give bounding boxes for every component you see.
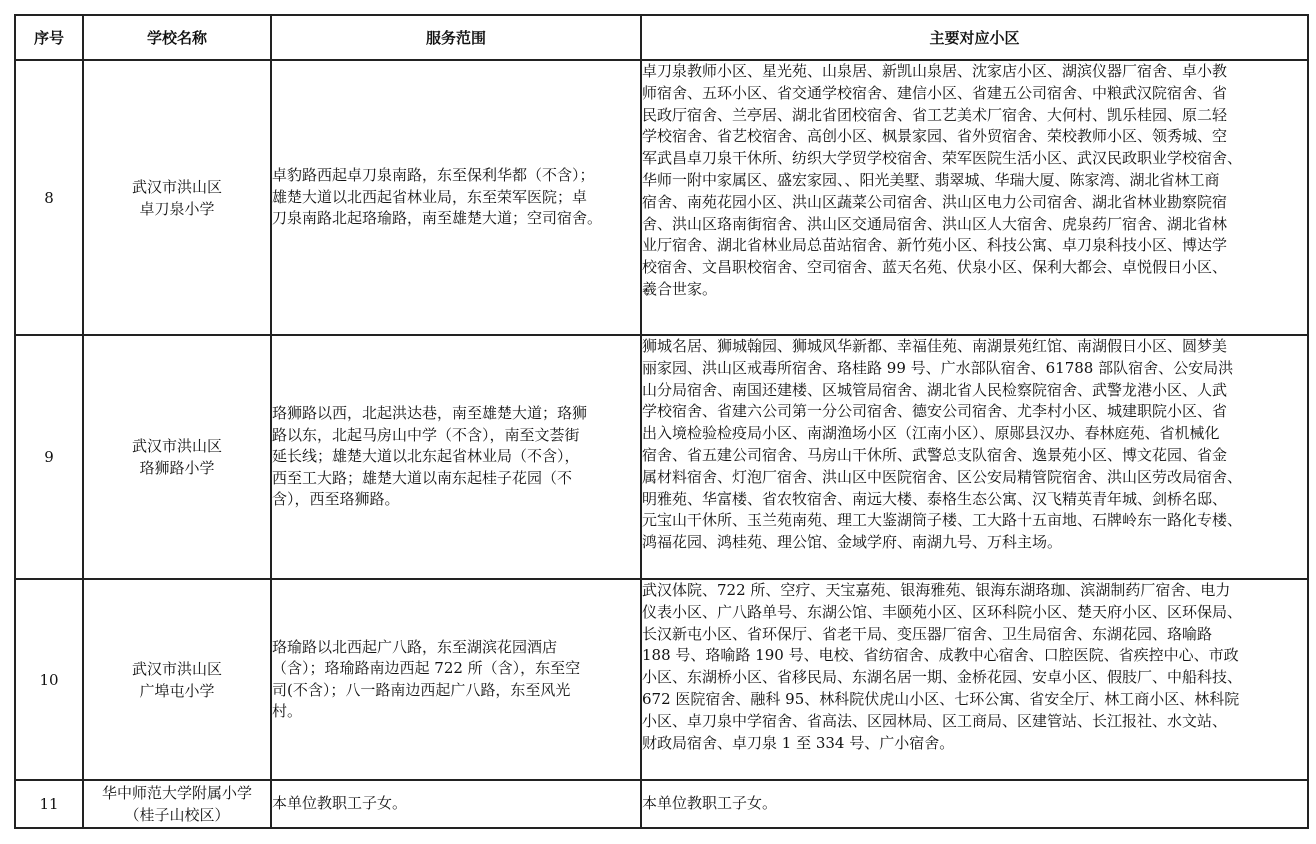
areas-line: 出入境检验检疫局小区、南湖渔场小区（江南小区）、原郧县汉办、春林庭苑、省机械化: [642, 424, 1220, 443]
school-name-line: 武汉市洪山区: [131, 659, 222, 678]
areas-line: 师宿舍、五环小区、省交通学校宿舍、建信小区、省建五公司宿舍、中粮武汉院宿舍、省: [642, 83, 1228, 102]
school-name: [83, 780, 271, 828]
areas-line: 业厅宿舍、湖北省林业局总苗站宿舍、新竹苑小区、科技公寓、卓刀泉科技小区、博达学: [642, 236, 1228, 255]
areas-line: 山分局宿舍、南国还建楼、区城管局宿舍、湖北省人民检察院宿舍、武警龙港小区、人武: [642, 380, 1228, 399]
areas-line: 元宝山干休所、玉兰苑南苑、理工大鉴湖筒子楼、工大路十五亩地、石牌岭东一路化专楼、: [642, 511, 1243, 530]
table-row: [15, 780, 1308, 828]
service-scope: [271, 780, 641, 828]
scope-line: 司(不含）；八一路南边西起广八路，东至风光: [272, 680, 571, 699]
scope-line: 刀泉南路北起珞瑜路，南至雄楚大道；空司宿舍。: [272, 209, 603, 228]
areas-line: 舍、洪山区珞南街宿舍、洪山区交通局宿舍、洪山区人大宿舍、虎泉药厂宿舍、湖北省林: [642, 214, 1228, 233]
areas-line: 卓刀泉教师小区、星光苑、山泉居、新凯山泉居、沈家店小区、湖滨仪器厂宿舍、卓小教: [642, 62, 1228, 80]
scope-line: 珞狮路以西，北起洪达巷，南至雄楚大道；珞狮: [272, 404, 588, 423]
areas-line: 188 号、珞喻路 190 号、电校、省纺宿舍、成教中心宿舍、口腔医院、省疾控中心、市政: [642, 646, 1239, 665]
header-school: 学校名称: [83, 15, 271, 60]
areas-line: 672 医院宿舍、融科 95、林科院伏虎山小区、七环公寓、省安全厅、林工商小区、林科院: [642, 689, 1240, 708]
school-name-line: 珞狮路小学: [139, 459, 215, 477]
school-name: [83, 60, 271, 335]
areas-line: 学校宿舍、省艺校宿舍、高创小区、枫景家园、省外贸宿舍、荣校教师小区、领秀城、空: [642, 127, 1228, 146]
areas-line: 华师一附中家属区、盛宏家园、、阳光美墅、翡翠城、华瑞大厦、陈家湾、湖北省林工商: [642, 170, 1220, 189]
table-header-row: [15, 15, 1308, 60]
scope-line: （含）；珞瑜路南边西起 722 所（含），东至空: [272, 659, 581, 677]
areas-line: 财政局宿舍、卓刀泉 1 至 334 号、广小宿舍。: [642, 733, 955, 752]
header-scope: 服务范围: [271, 15, 641, 60]
row-number: 11: [15, 780, 83, 828]
table-row: [15, 579, 1308, 780]
service-scope: [271, 579, 641, 780]
areas-line: 属材料宿舍、灯泡厂宿舍、洪山区中医院宿舍、区公安局精管院宿舍、洪山区劳改局宿舍、: [642, 467, 1243, 486]
areas-line: 羲合世家。: [642, 279, 718, 298]
school-name-line: 武汉市洪山区: [131, 177, 222, 196]
residential-areas: [641, 579, 1308, 780]
scope-line: 珞瑜路以北西起广八路，东至湖滨花园酒店: [272, 637, 558, 656]
row-number: 8: [15, 60, 83, 335]
areas-line: 鸿福花园、鸿桂苑、理公馆、金域学府、南湖九号、万科主场。: [642, 533, 1063, 552]
residential-areas: [641, 780, 1308, 828]
scope-line: 本单位教职工子女。: [272, 794, 408, 813]
areas-line: 宿舍、南苑花园小区、洪山区蔬菜公司宿舍、洪山区电力公司宿舍、湖北省林业勘察院宿: [642, 192, 1228, 211]
residential-areas: [641, 60, 1308, 335]
school-name-line: （桂子山校区）: [124, 806, 230, 824]
school-name-line: 武汉市洪山区: [131, 437, 222, 455]
areas-line: 仪表小区、广八路单号、东湖公馆、丰颐苑小区、区环科院小区、楚天府小区、区环保局、: [642, 602, 1243, 621]
areas-line: 民政厅宿舍、兰亭居、湖北省团校宿舍、省工艺美术厂宿舍、大何村、凯乐桂园、原二轻: [642, 105, 1228, 124]
areas-line: 长汉新屯小区、省环保厅、省老干局、变压器厂宿舍、卫生局宿舍、东湖花园、珞喻路: [642, 624, 1213, 643]
table-row: [15, 335, 1308, 579]
school-name: [83, 579, 271, 780]
enrollment-zone-table: [14, 14, 1309, 829]
areas-line: 本单位教职工子女。: [642, 794, 778, 813]
school-name: [83, 335, 271, 579]
school-name-line: 广埠屯小学: [139, 681, 215, 700]
areas-line: 军武昌卓刀泉干休所、纺织大学贸学校宿舍、荣军医院生活小区、武汉民政职业学校宿舍、: [642, 149, 1243, 168]
residential-areas: [641, 335, 1308, 579]
scope-line: 雄楚大道以北西起省林业局，东至荣军医院；卓: [272, 187, 588, 206]
header-areas: 主要对应小区: [641, 15, 1308, 60]
row-number: 9: [15, 335, 83, 579]
areas-line: 小区、卓刀泉中学宿舍、省高法、区园林局、区工商局、区建管站、长江报社、水文站、: [642, 711, 1228, 730]
areas-line: 宿舍、省五建公司宿舍、马房山干休所、武警总支队宿舍、逸景苑小区、博文花园、省金: [642, 445, 1228, 464]
areas-line: 学校宿舍、省建六公司第一分公司宿舍、德安公司宿舍、尤李村小区、城建职院小区、省: [642, 402, 1228, 421]
areas-line: 小区、东湖桥小区、省移民局、东湖名居一期、金桥花园、安卓小区、假肢厂、中船科技、: [642, 668, 1243, 687]
service-scope: [271, 60, 641, 335]
scope-line: 村。: [272, 702, 303, 720]
table-row: [15, 60, 1308, 335]
school-name-line: 华中师范大学附属小学: [101, 784, 252, 802]
scope-line: 西至工大路；雄楚大道以南东起桂子花园（不: [272, 468, 573, 487]
areas-line: 明雅苑、华富楼、省农牧宿舍、南远大楼、泰格生态公寓、汉飞精英青年城、剑桥名邸、: [642, 489, 1228, 508]
row-number: 10: [15, 579, 83, 780]
areas-line: 丽家园、洪山区戒毒所宿舍、珞桂路 99 号、广水部队宿舍、61788 部队宿舍、公安局洪: [642, 358, 1234, 377]
scope-line: 卓豹路西起卓刀泉南路，东至保利华都（不含）；: [272, 166, 595, 185]
scope-line: 路以东，北起马房山中学（不含），南至文荟街: [272, 425, 580, 444]
school-name-line: 卓刀泉小学: [139, 199, 215, 218]
scope-line: 延长线；雄楚大道以北东起省林业局（不含），: [272, 447, 580, 466]
areas-line: 狮城名居、狮城翰园、狮城风华新都、幸福佳苑、南湖景苑红馆、南湖假日小区、圆梦美: [642, 337, 1228, 355]
areas-line: 武汉体院、722 所、空疗、天宝嘉苑、银海雅苑、银海东湖珞珈、滨湖制药厂宿舍、电力: [642, 581, 1231, 599]
areas-line: 校宿舍、文昌职校宿舍、空司宿舍、蓝天名苑、伏泉小区、保利大都会、卓悦假日小区、: [642, 258, 1228, 277]
service-scope: [271, 335, 641, 579]
header-no: 序号: [15, 15, 83, 60]
scope-line: 含），西至珞狮路。: [272, 490, 400, 509]
